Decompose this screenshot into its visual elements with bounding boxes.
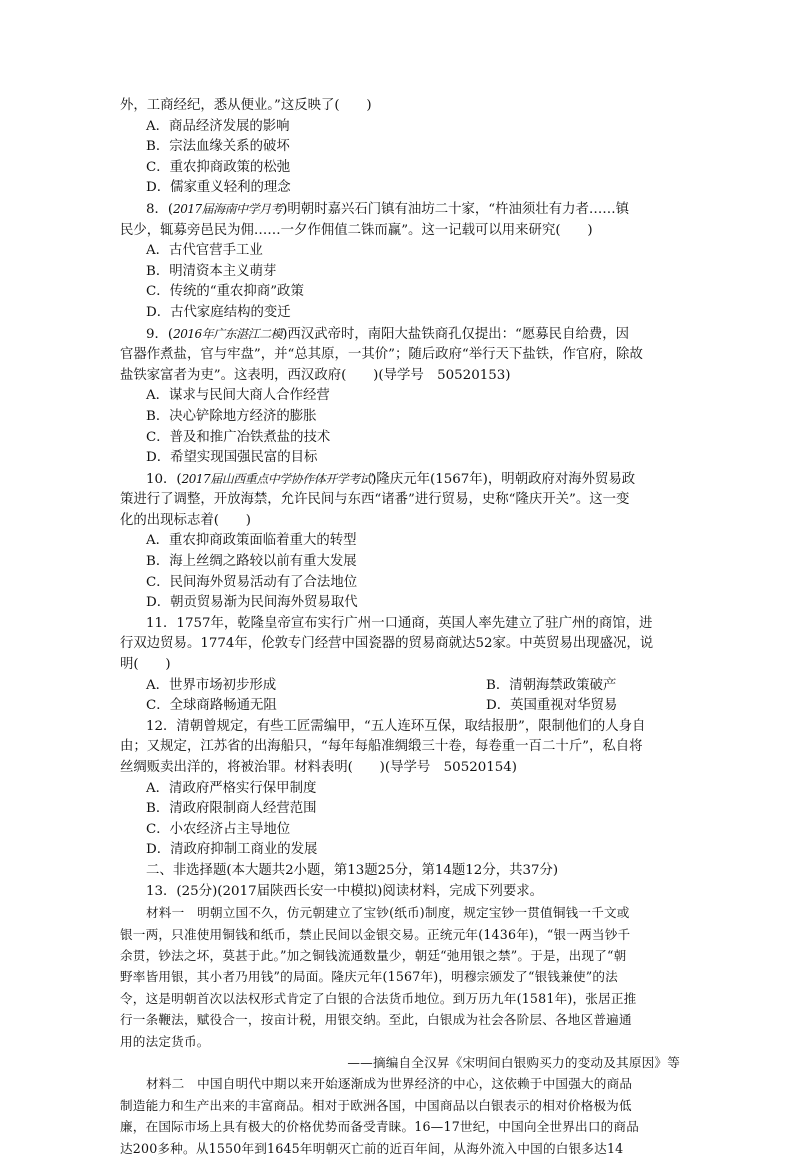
exam-page xyxy=(120,96,680,1159)
q12-stem-line-2: 由；又规定，江苏省的出海船只，“每年每船准绸缎三十卷，每卷重一百二十斤”，私自将 xyxy=(120,739,643,755)
q13-material-1 xyxy=(120,902,680,1073)
material-1-line: 用的法定货币。 xyxy=(120,1033,210,1049)
material-1-source: ——摘编自全汉昇《宋明间白银购买力的变动及其原因》等 xyxy=(347,1055,680,1070)
material-1-line: 材料一 明朝立国不久，仿元朝建立了宝钞(纸币)制度，规定宝钞一贯值铜钱一千文或 xyxy=(146,905,630,921)
q9-stem-line-3: 盐铁家富者为吏”。这表明，西汉政府( )(导学号 50520153) xyxy=(120,367,511,383)
material-1-line: 令，这是明朝首次以法权形式肯定了白银的合法货币地位。到万历九年(1581年)，张居正推 xyxy=(120,990,637,1006)
q9-stem-line-1 xyxy=(120,324,680,346)
q10-option-c: C．民间海外贸易活动有了合法地位 xyxy=(146,574,358,590)
section-heading: 二、非选择题(本大题共2小题，第13题25分，第14题12分，共37分) xyxy=(146,862,559,878)
q11-options-row-1 xyxy=(120,676,680,697)
q12-option-d: D．清政府抑制工商业的发展 xyxy=(146,842,318,858)
q12-option-b: B．清政府限制商人经营范围 xyxy=(146,801,317,817)
q10-stem-line-1 xyxy=(120,469,680,491)
q8-source: 2017届海南中学月考 xyxy=(173,201,283,216)
q12-stem-line-1: 12．清朝曾规定，有些工匠需编甲，“五人连环互保，取结报册”，限制他们的人身自 xyxy=(146,718,646,734)
q10-option-a: A．重农抑商政策面临着重大的转型 xyxy=(146,533,357,549)
q9-option-b: B．决心铲除地方经济的膨胀 xyxy=(146,408,317,424)
q10-option-b: B．海上丝绸之路较以前有重大发展 xyxy=(146,554,357,570)
q8-option-c: C．传统的“重农抑商”政策 xyxy=(146,284,304,300)
q8-line1-text: )明朝时嘉兴石门镇有油坊二十家，“杵油须壮有力者……镇 xyxy=(282,201,630,217)
material-1-line: 余贯，钞法之坏，莫甚于此。”加之铜钱流通数量少，朝廷“弛用银之禁”。于是，出现了“朝 xyxy=(120,947,627,963)
q9-source: 2016年广东湛江二模 xyxy=(173,326,283,341)
q11-options-row-2 xyxy=(120,696,680,717)
q8-option-a: A．古代官营手工业 xyxy=(146,243,263,259)
q12-option-a: A．清政府严格实行保甲制度 xyxy=(146,780,317,796)
q8-number: 8．( xyxy=(146,201,174,217)
q11-option-a: A．世界市场初步形成 xyxy=(146,677,277,693)
q9-option-a: A．谋求与民间大商人合作经营 xyxy=(146,388,330,404)
q10-number: 10．( xyxy=(146,471,182,487)
q9-option-c: C．普及和推广冶铁煮盐的技术 xyxy=(146,429,331,445)
q13-intro: 13．(25分)(2017届陕西长安一中模拟)阅读材料，完成下列要求。 xyxy=(146,883,544,899)
q10-line1-text: )隆庆元年(1567年)，明朝政府对海外贸易政 xyxy=(371,471,636,487)
q11-option-c: C．全球商路畅通无阻 xyxy=(146,698,277,714)
material-2-line: 达200多种。从1550年到1645年明朝灭亡前的近百年间，从海外流入中国的白银多达14 xyxy=(120,1140,624,1156)
material-2-line: 廉，在国际市场上具有极大的价格优势而备受青睐。16—17世纪，中国向全世界出口的商品 xyxy=(120,1119,640,1135)
q7-option-d: D．儒家重义轻利的理念 xyxy=(146,180,291,196)
q7-stem-tail: 外，工商经纪，悉从便业。”这反映了( ) xyxy=(120,98,372,113)
q9-line1-text: )西汉武帝时，南阳大盐铁商孔仅提出：“愿募民自给费，因 xyxy=(282,326,630,342)
q12-option-c: C．小农经济占主导地位 xyxy=(146,821,291,837)
q10-option-d: D．朝贡贸易渐为民间海外贸易取代 xyxy=(146,595,358,611)
q9-number: 9．( xyxy=(146,326,174,342)
q11-option-d: D．英国重视对华贸易 xyxy=(486,698,618,714)
q11-option-b: B．清朝海禁政策破产 xyxy=(486,677,617,693)
q10-stem-line-3: 化的出现标志着( ) xyxy=(120,512,251,528)
q11-stem-line-3: 明( ) xyxy=(120,657,171,673)
material-2-line: 制造能力和生产出来的丰富商品。相对于欧洲各国，中国商品以白银表示的相对价格极为低 xyxy=(120,1097,632,1113)
q7-option-a: A．商品经济发展的影响 xyxy=(146,118,290,134)
q8-stem-line-2: 民少，辄募旁邑民为佣……一夕作佣值二铢而赢”。这一记载可以用来研究( ) xyxy=(120,222,593,238)
material-1-line: 野率皆用银，其小者乃用钱”的局面。隆庆元年(1567年)，明穆宗颁发了“银钱兼使”的法 xyxy=(120,969,618,985)
q8-stem-line-1 xyxy=(120,199,680,221)
material-1-line: 银一两，只准使用铜钱和纸币，禁止民间以金银交易。正统元年(1436年)，“银一两当钞千 xyxy=(120,926,631,942)
q10-stem-line-2: 策进行了调整，开放海禁，允许民间与东西“诸番”进行贸易，史称“隆庆开关”。这一变 xyxy=(120,492,630,508)
material-1-line: 行一条鞭法，赋役合一，按亩计税，用银交纳。至此，白银成为社会各阶层、各地区普遍通 xyxy=(120,1012,632,1028)
q10-source: 2017届山西重点中学协作体开学考试 xyxy=(181,471,372,486)
material-2-line: 材料二 中国自明代中期以来开始逐渐成为世界经济的中心，这依赖于中国强大的商品 xyxy=(146,1076,633,1092)
q7-option-c: C．重农抑商政策的松弛 xyxy=(146,159,291,175)
q13-material-2 xyxy=(120,1073,680,1159)
q11-stem-line-2: 行双边贸易。1774年，伦敦专门经营中国瓷器的贸易商就达52家。中英贸易出现盛况，说 xyxy=(120,636,654,652)
q9-option-d: D．希望实现国强民富的目标 xyxy=(146,450,318,466)
q8-option-b: B．明清资本主义萌芽 xyxy=(146,263,277,279)
q8-option-d: D．古代家庭结构的变迁 xyxy=(146,304,291,320)
q7-option-b: B．宗法血缘关系的破坏 xyxy=(146,139,290,155)
q9-stem-line-2: 官器作煮盐，官与牢盘”，并“总其原，一其价”；随后政府“举行天下盐铁，作官府，除故 xyxy=(120,347,643,363)
q12-stem-line-3: 丝绸贩卖出洋的，将被治罪。材料表明( )(导学号 50520154) xyxy=(120,760,518,775)
q11-stem-line-1: 11．1757年，乾隆皇帝宣布实行广州一口通商，英国人率先建立了驻广州的商馆，进 xyxy=(146,615,653,631)
